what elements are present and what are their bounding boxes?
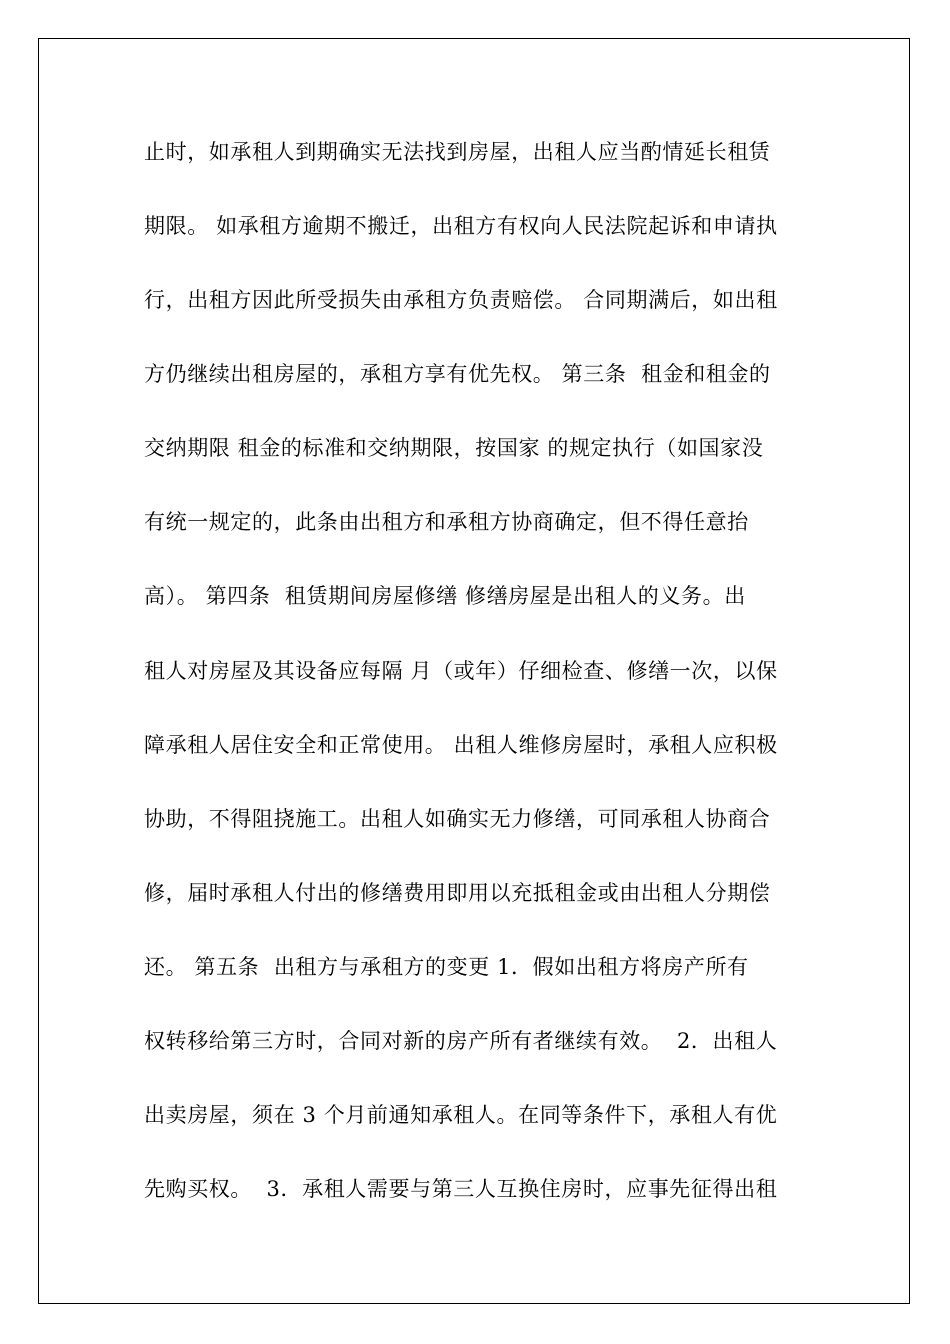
text-line-4: 方仍继续出租房屋的，承租方享有优先权。 第三条 租金和租金的 bbox=[144, 362, 771, 386]
text-line-11: 修，届时承租人付出的修缮费用即用以充抵租金或由出租人分期偿 bbox=[144, 881, 771, 905]
text-line-7: 高）。 第四条 租赁期间房屋修缮 修缮房屋是出租人的义务。出 bbox=[144, 584, 746, 608]
text-line-12: 还。 第五条 出租方与承租方的变更 1．假如出租方将房产所有 bbox=[144, 955, 749, 979]
text-line-15: 先购买权。 3．承租人需要与第三人互换住房时，应事先征得出租 bbox=[144, 1177, 778, 1201]
text-line-6: 有统一规定的，此条由出租方和承租方协商确定，但不得任意抬 bbox=[144, 510, 749, 534]
text-line-9: 障承租人居住安全和正常使用。 出租人维修房屋时，承租人应积极 bbox=[144, 733, 778, 757]
text-line-1: 止时，如承租人到期确实无法找到房屋，出租人应当酌情延长租赁 bbox=[144, 140, 771, 164]
text-line-14: 出卖房屋，须在 3 个月前通知承租人。在同等条件下，承租人有优 bbox=[144, 1103, 778, 1127]
text-line-3: 行，出租方因此所受损失由承租方负责赔偿。 合同期满后，如出租 bbox=[144, 288, 778, 312]
text-line-5: 交纳期限 租金的标准和交纳期限，按国家 的规定执行（如国家没 bbox=[144, 436, 764, 460]
text-line-8: 租人对房屋及其设备应每隔 月（或年）仔细检查、修缮一次，以保 bbox=[144, 659, 778, 683]
text-line-10: 协助，不得阻挠施工。出租人如确实无力修缮，可同承租人协商合 bbox=[144, 807, 771, 831]
text-line-13: 权转移给第三方时，合同对新的房产所有者继续有效。 2．出租人 bbox=[144, 1029, 778, 1053]
text-line-2: 期限。 如承租方逾期不搬迁，出租方有权向人民法院起诉和申请执 bbox=[144, 214, 778, 238]
